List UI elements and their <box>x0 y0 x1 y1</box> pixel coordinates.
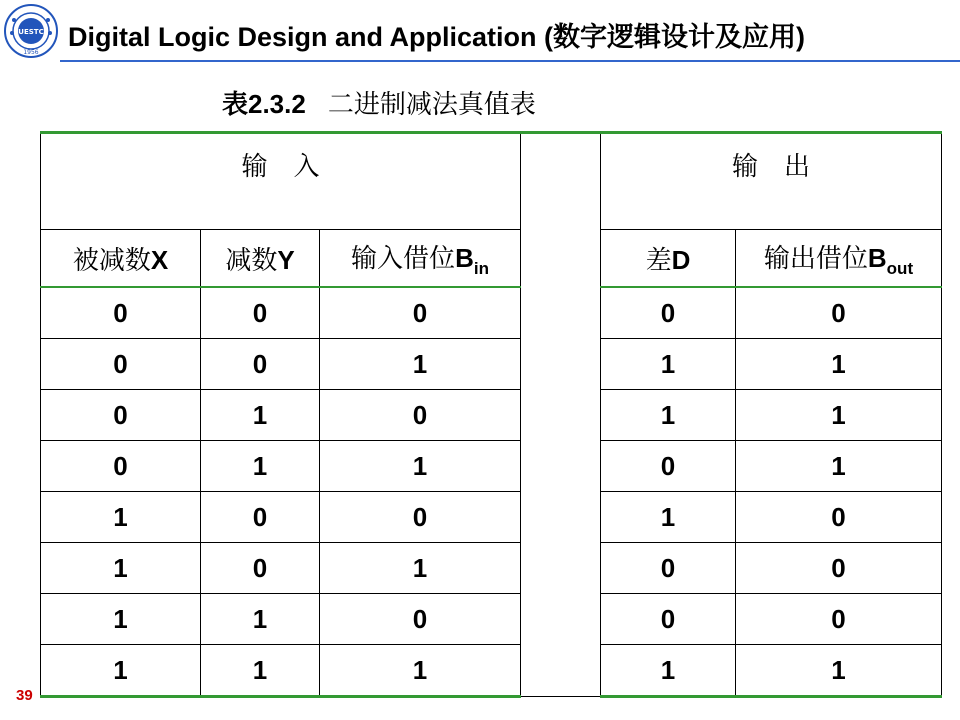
col-header-x: 被减数X <box>41 230 201 288</box>
cell-x: 0 <box>41 390 201 441</box>
cell-bout: 1 <box>736 441 942 492</box>
table-caption <box>222 84 536 121</box>
cell-bin: 1 <box>320 645 521 697</box>
cell-d: 0 <box>601 287 736 339</box>
cell-bin: 1 <box>320 543 521 594</box>
table-row <box>41 492 942 543</box>
col-header-bin: 输入借位$B_{in}$ <box>320 230 521 288</box>
table-title: 二进制减法真值表 <box>327 89 536 119</box>
cell-bout: 1 <box>736 390 942 441</box>
table-row <box>41 543 942 594</box>
table-row <box>41 441 942 492</box>
cell-bout: 0 <box>736 594 942 645</box>
cell-bout: 0 <box>736 543 942 594</box>
truth-table <box>40 131 942 698</box>
cell-x: 1 <box>41 594 201 645</box>
cell-bin: 1 <box>320 339 521 390</box>
table-row <box>41 594 942 645</box>
cell-y: 0 <box>201 543 320 594</box>
cell-bout: 0 <box>736 287 942 339</box>
cell-x: 1 <box>41 645 201 697</box>
cell-bin: 0 <box>320 492 521 543</box>
logo-year: 1956 <box>23 49 39 56</box>
cell-y: 0 <box>201 492 320 543</box>
cell-d: 0 <box>601 594 736 645</box>
table-row <box>41 287 942 339</box>
cell-d: 1 <box>601 645 736 697</box>
logo-text: UESTC <box>18 28 44 36</box>
cell-d: 1 <box>601 339 736 390</box>
table-row <box>41 339 942 390</box>
cell-d: 0 <box>601 441 736 492</box>
table-number: 表2.3.2 <box>222 89 306 119</box>
cell-y: 1 <box>201 594 320 645</box>
group-header-row <box>41 133 942 230</box>
cell-d: 0 <box>601 543 736 594</box>
cell-bin: 0 <box>320 594 521 645</box>
page-number: 39 <box>16 687 33 704</box>
cell-y: 1 <box>201 645 320 697</box>
cell-x: 0 <box>41 339 201 390</box>
cell-bin: 1 <box>320 441 521 492</box>
table-gap-column <box>521 133 601 697</box>
cell-y: 1 <box>201 441 320 492</box>
cell-bin: 0 <box>320 390 521 441</box>
cell-bin: 0 <box>320 287 521 339</box>
cell-bout: 1 <box>736 339 942 390</box>
table-row <box>41 645 942 697</box>
cell-x: 0 <box>41 441 201 492</box>
column-header-row <box>41 230 942 288</box>
output-group-header: 输 出 <box>601 133 942 230</box>
col-header-y: 减数Y <box>201 230 320 288</box>
col-header-d: 差D <box>601 230 736 288</box>
table-row <box>41 390 942 441</box>
input-group-header: 输 入 <box>41 133 521 230</box>
cell-bout: 0 <box>736 492 942 543</box>
cell-y: 1 <box>201 390 320 441</box>
slide-title: Digital Logic Design and Application (数字逻辑设计及应用) <box>68 22 806 52</box>
cell-bout: 1 <box>736 645 942 697</box>
cell-d: 1 <box>601 390 736 441</box>
cell-x: 1 <box>41 543 201 594</box>
cell-d: 1 <box>601 492 736 543</box>
cell-x: 1 <box>41 492 201 543</box>
col-header-bout: 输出借位$B_{out}$ <box>736 230 942 288</box>
cell-x: 0 <box>41 287 201 339</box>
header-divider <box>60 60 960 62</box>
university-logo <box>3 3 59 59</box>
cell-y: 0 <box>201 287 320 339</box>
cell-y: 0 <box>201 339 320 390</box>
